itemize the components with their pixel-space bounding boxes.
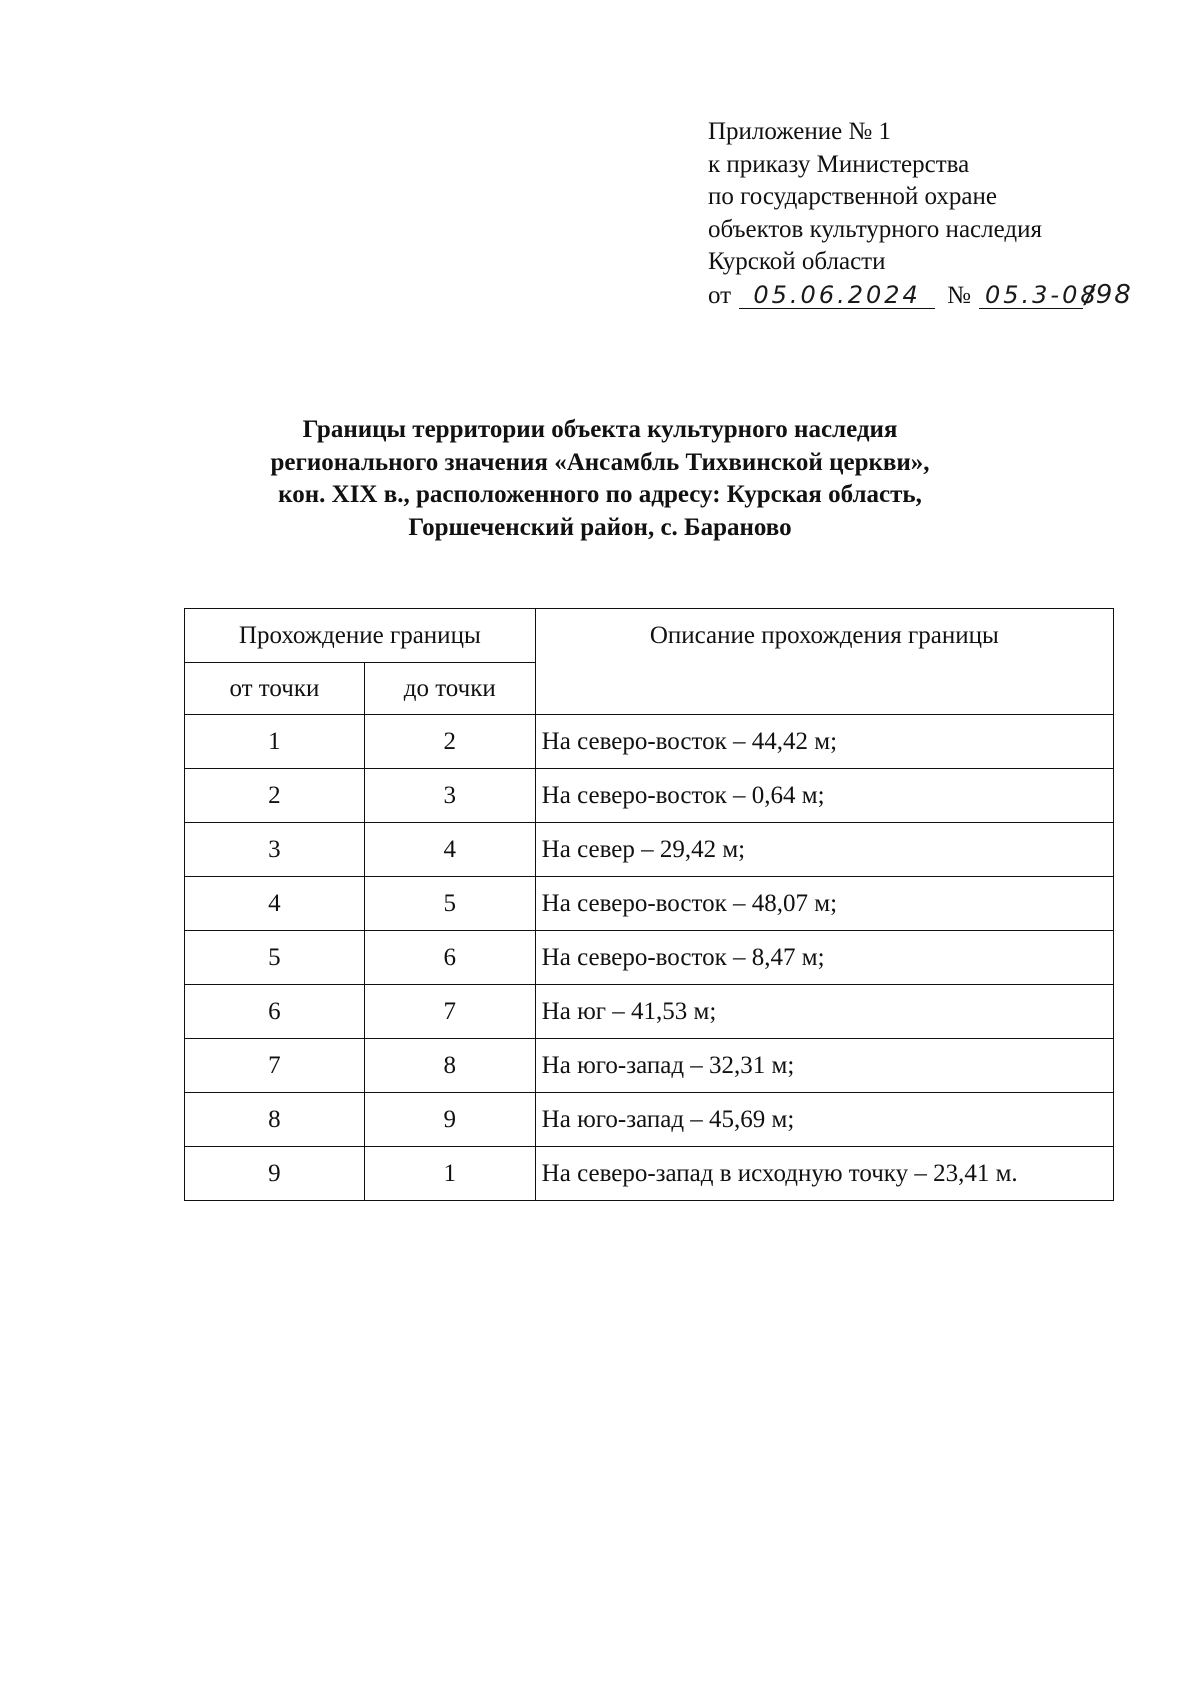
cell-description: На северо-запад в исходную точку – 23,41 м.: [535, 1147, 1113, 1201]
cell-from: 6: [185, 985, 365, 1039]
appendix-line-3: по государственной охране: [708, 183, 998, 210]
header-from: от точки: [185, 663, 365, 715]
appendix-line-4: объектов культурного наследия: [708, 215, 1042, 243]
table-row: [185, 877, 1114, 931]
cell-from: 4: [185, 877, 365, 931]
appendix-header: [708, 116, 1148, 312]
cell-to: 5: [364, 877, 535, 931]
cell-from: 2: [185, 769, 365, 823]
cell-description: На север – 29,42 м;: [535, 823, 1113, 877]
order-date: 05.06.2024: [739, 282, 935, 309]
order-number: 05.3-08: [979, 282, 1083, 309]
cell-description: На юго-запад – 45,69 м;: [535, 1093, 1113, 1147]
cell-to: 8: [364, 1039, 535, 1093]
title-line-4: Горшеченский район, с. Бараново: [408, 513, 792, 541]
appendix-line-5: Курской области: [708, 248, 886, 275]
cell-to: 2: [364, 715, 535, 769]
header-passage: Прохождение границы: [185, 609, 536, 663]
cell-from: 1: [185, 715, 365, 769]
table-row: [185, 1147, 1114, 1201]
from-label: от: [708, 281, 732, 309]
cell-description: На северо-восток – 44,42 м;: [535, 715, 1113, 769]
cell-description: На юг – 41,53 м;: [535, 985, 1113, 1039]
table-header-row: [185, 609, 1114, 663]
cell-to: 1: [364, 1147, 535, 1201]
table-row: [185, 769, 1114, 823]
table-row: [185, 715, 1114, 769]
cell-from: 8: [185, 1093, 365, 1147]
cell-description: На юго-запад – 32,31 м;: [535, 1039, 1113, 1093]
appendix-line-2: к приказу Министерства: [708, 150, 970, 178]
cell-to: 9: [364, 1093, 535, 1147]
appendix-date-number-line: [708, 279, 1148, 313]
cell-to: 3: [364, 769, 535, 823]
table-row: [185, 931, 1114, 985]
boundary-table: [184, 608, 1114, 1201]
cell-from: 5: [185, 931, 365, 985]
cell-to: 4: [364, 823, 535, 877]
appendix-line-1: Приложение № 1: [708, 118, 892, 145]
header-description: Описание прохождения границы: [535, 609, 1113, 715]
table-row: [185, 1039, 1114, 1093]
document-title: [160, 414, 1040, 544]
cell-from: 3: [185, 823, 365, 877]
cell-from: 7: [185, 1039, 365, 1093]
cell-description: На северо-восток – 8,47 м;: [535, 931, 1113, 985]
number-label: №: [947, 281, 971, 309]
table-row: [185, 985, 1114, 1039]
cell-to: 6: [364, 931, 535, 985]
title-line-1: Границы территории объекта культурного наследия: [302, 416, 898, 443]
title-line-2: регионального значения «Ансамбль Тихвинской церкви»,: [270, 448, 930, 476]
table-row: [185, 823, 1114, 877]
cell-from: 9: [185, 1147, 365, 1201]
table-row: [185, 1093, 1114, 1147]
title-line-3: кон. XIX в., расположенного по адресу: Курская область,: [278, 481, 922, 508]
cell-description: На северо-восток – 48,07 м;: [535, 877, 1113, 931]
cell-description: На северо-восток – 0,64 м;: [535, 769, 1113, 823]
header-to: до точки: [364, 663, 535, 715]
order-number-suffix: /98: [1084, 279, 1133, 310]
cell-to: 7: [364, 985, 535, 1039]
